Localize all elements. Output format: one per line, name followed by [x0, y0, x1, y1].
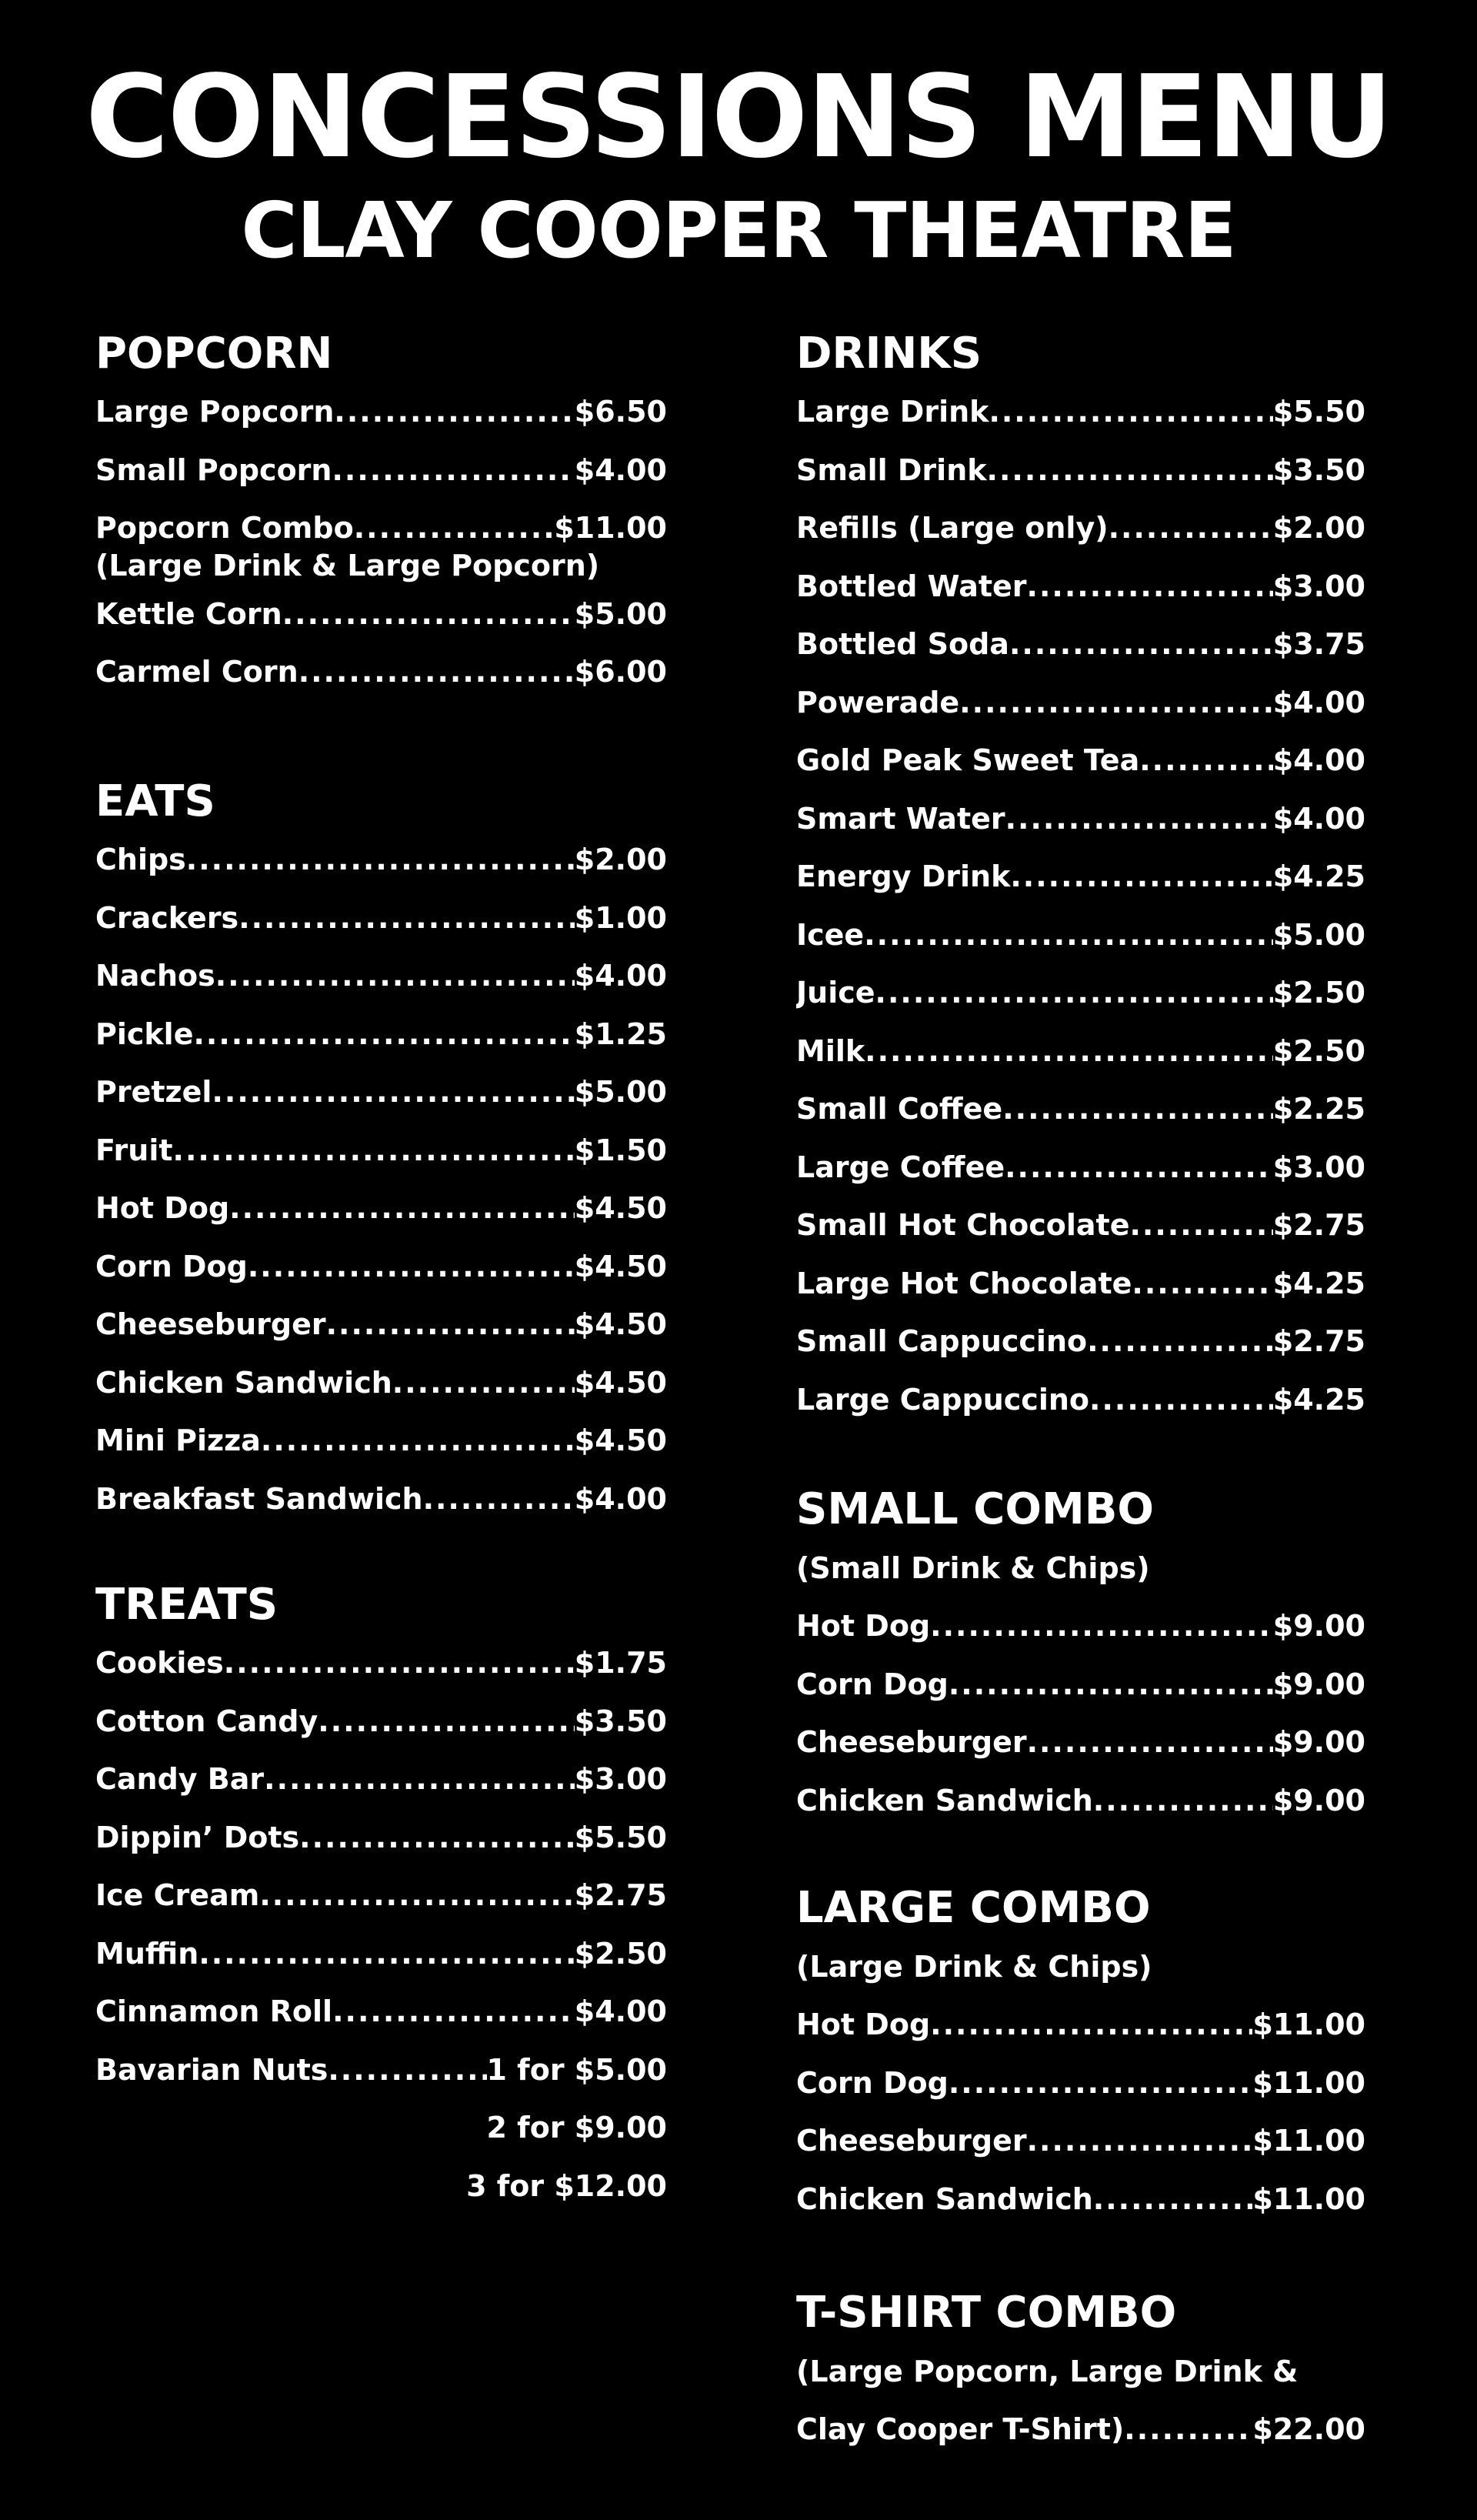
- leader-dots: [864, 906, 1273, 965]
- item-name: Hot Dog: [95, 1191, 230, 1225]
- item-price: $4.25: [1272, 1382, 1365, 1417]
- section-title: DRINKS: [796, 329, 982, 379]
- leader-dots: [987, 442, 1273, 500]
- item-price: $3.00: [574, 1762, 667, 1796]
- tshirt-combo-section: [796, 2284, 1365, 2459]
- leader-dots: [1129, 1197, 1272, 1255]
- section-title: EATS: [95, 776, 215, 826]
- item-name: Large Cappuccino: [796, 1382, 1090, 1417]
- leader-dots: [959, 674, 1273, 733]
- item-price: $4.00: [1272, 685, 1365, 719]
- item-price: $4.00: [1272, 801, 1365, 836]
- item-name: Muffin: [95, 1936, 199, 1971]
- item-price: $3.50: [1272, 452, 1365, 487]
- menu-item: [95, 1867, 667, 1925]
- leader-dots: [1124, 2401, 1252, 2459]
- item-name: Pretzel: [95, 1075, 212, 1109]
- menu-item: [95, 1354, 667, 1413]
- item-name: Clay Cooper T-Shirt): [796, 2412, 1125, 2446]
- item-name: Bottled Soda: [796, 627, 1009, 661]
- menu-item: [95, 586, 667, 644]
- item-price: $4.00: [574, 452, 667, 487]
- menu-item: [95, 1006, 667, 1064]
- menu-item: [796, 1255, 1365, 1313]
- leader-dots: [875, 964, 1273, 1023]
- item-price: $4.00: [1272, 743, 1365, 777]
- item-price: $5.00: [574, 596, 667, 631]
- menu-item: [796, 383, 1365, 442]
- item-price: $5.50: [1272, 395, 1365, 429]
- leader-dots: [1027, 2112, 1253, 2171]
- menu-item: [796, 2054, 1365, 2113]
- item-name: Small Popcorn: [95, 452, 332, 487]
- menu-item: [796, 964, 1365, 1023]
- item-name: Pickle: [95, 1016, 194, 1051]
- item-price: $2.00: [1272, 511, 1365, 545]
- bavarian-nuts-price-tier: 2 for $9.00: [486, 2111, 667, 2145]
- menu-item: [95, 1122, 667, 1180]
- menu-item: [95, 1470, 667, 1529]
- leader-dots: [193, 1006, 574, 1064]
- item-price: $2.75: [1272, 1208, 1365, 1242]
- menu-item: [95, 1296, 667, 1354]
- menu-item: [796, 499, 1365, 558]
- leader-dots: [326, 1296, 575, 1354]
- item-price: $5.50: [574, 1820, 667, 1854]
- item-price: $3.00: [1272, 1150, 1365, 1184]
- menu-item: [796, 2112, 1365, 2171]
- leader-dots: [1087, 1313, 1273, 1371]
- menu-item: [95, 643, 667, 702]
- leader-dots: [299, 1809, 575, 1867]
- leader-dots: [332, 1983, 575, 2041]
- menu-item: [796, 848, 1365, 906]
- item-name: Small Hot Chocolate: [796, 1208, 1130, 1242]
- item-name: Kettle Corn: [95, 596, 282, 631]
- item-price: $9.00: [1272, 1609, 1365, 1643]
- section-title: T-SHIRT COMBO: [796, 2288, 1177, 2338]
- item-name: Cookies: [95, 1646, 224, 1680]
- item-price: $9.00: [1272, 1725, 1365, 1759]
- item-price: $11.00: [1252, 2181, 1365, 2216]
- menu-item: [95, 442, 667, 500]
- leader-dots: [1139, 732, 1273, 790]
- item-price: $4.50: [574, 1191, 667, 1225]
- menu-item: [796, 674, 1365, 733]
- leader-dots: [298, 643, 575, 702]
- item-price: $4.00: [574, 1481, 667, 1516]
- item-name: Energy Drink: [796, 859, 1011, 893]
- leader-dots: [229, 1180, 575, 1238]
- item-name: Gold Peak Sweet Tea: [796, 743, 1140, 777]
- section-title: LARGE COMBO: [796, 1883, 1151, 1933]
- leader-dots: [248, 1238, 575, 1297]
- menu-item: [95, 1634, 667, 1693]
- leader-dots: [318, 1693, 575, 1751]
- item-price: $4.00: [574, 1994, 667, 2028]
- menu-item: [95, 1925, 667, 1984]
- leader-dots: [259, 1867, 574, 1925]
- leader-dots: [930, 1597, 1273, 1656]
- item-name: Popcorn Combo: [95, 511, 354, 545]
- item-price: $5.00: [574, 1075, 667, 1109]
- menu-item: [796, 906, 1365, 965]
- menu-item: [95, 383, 667, 442]
- item-name: Small Coffee: [796, 1092, 1003, 1126]
- leader-dots: [334, 383, 574, 442]
- menu-item: [95, 1412, 667, 1470]
- menu-item: [95, 1180, 667, 1238]
- leader-dots: [238, 890, 575, 948]
- item-name: Chips: [95, 843, 186, 876]
- menu-item: [796, 1996, 1365, 2054]
- theatre-name: CLAY COOPER THEATRE: [241, 185, 1236, 275]
- item-price: $6.00: [574, 655, 667, 689]
- eats-section: [95, 773, 667, 1528]
- section-title: SMALL COMBO: [796, 1484, 1154, 1534]
- leader-dots: [212, 1063, 574, 1122]
- leader-dots: [1109, 499, 1273, 558]
- leader-dots: [198, 1925, 574, 1984]
- leader-dots: [1005, 790, 1273, 849]
- item-name: Carmel Corn: [95, 655, 298, 689]
- drinks-section: [796, 325, 1365, 1429]
- item-price: $1.75: [574, 1646, 667, 1680]
- item-price: $3.75: [1272, 627, 1365, 661]
- popcorn-section: [95, 325, 667, 702]
- bavarian-nuts-price-tier: 3 for $12.00: [466, 2168, 667, 2203]
- menu-item: [796, 2401, 1365, 2459]
- item-price: $1.25: [574, 1016, 667, 1051]
- item-price: $4.25: [1272, 859, 1365, 893]
- item-name: Breakfast Sandwich: [95, 1481, 423, 1516]
- item-name: Small Drink: [796, 452, 987, 487]
- menu-item: [796, 1023, 1365, 1081]
- menu-item: [796, 1080, 1365, 1139]
- item-price: $4.50: [574, 1424, 667, 1457]
- leader-dots: [1089, 1371, 1273, 1430]
- menu-item: [95, 1238, 667, 1297]
- item-name: Corn Dog: [95, 1249, 248, 1283]
- item-name: Large Hot Chocolate: [796, 1266, 1132, 1300]
- item-price: $2.50: [1272, 1033, 1365, 1068]
- menu-item: [796, 616, 1365, 674]
- item-name: Icee: [796, 917, 865, 952]
- leader-dots: [1009, 616, 1273, 674]
- item-name: Chicken Sandwich: [796, 1783, 1093, 1817]
- item-name: Cotton Candy: [95, 1704, 318, 1738]
- item-name: Crackers: [95, 900, 239, 935]
- leader-dots: [328, 2041, 486, 2100]
- menu-item: [796, 1371, 1365, 1430]
- item-name: Hot Dog: [796, 1609, 931, 1643]
- item-price: $4.25: [1272, 1266, 1365, 1300]
- menu-item: [796, 1714, 1365, 1772]
- leader-dots: [1093, 2171, 1253, 2229]
- item-price: $4.50: [574, 1249, 667, 1283]
- menu-title: CONCESSIONS MENU: [85, 51, 1392, 183]
- item-price: $11.00: [1252, 2124, 1365, 2158]
- item-price: $2.25: [1272, 1092, 1365, 1126]
- menu-item: [796, 790, 1365, 849]
- item-price: $22.00: [1252, 2412, 1365, 2446]
- menu-item: [796, 558, 1365, 616]
- item-name: Large Coffee: [796, 1150, 1005, 1184]
- item-price: $4.50: [574, 1365, 667, 1400]
- leader-dots: [989, 383, 1272, 442]
- menu-item: [796, 442, 1365, 500]
- menu-item: [95, 2041, 667, 2100]
- item-name: Candy Bar: [95, 1762, 265, 1796]
- item-name: Dippin’ Dots: [95, 1820, 300, 1854]
- item-price: $1.00: [574, 900, 667, 935]
- combo-description: (Large Popcorn, Large Drink &: [796, 2355, 1299, 2388]
- item-price: $11.00: [554, 511, 667, 545]
- item-name: Large Popcorn: [95, 395, 335, 429]
- item-name: Hot Dog: [796, 2008, 931, 2041]
- section-subtitle: (Large Drink & Chips): [796, 1950, 1152, 1984]
- item-price: 1 for $5.00: [486, 2052, 667, 2087]
- item-name: Refills (Large only): [796, 511, 1109, 545]
- item-name: Small Cappuccino: [796, 1324, 1088, 1358]
- combo-note: (Large Drink & Large Popcorn): [95, 548, 600, 582]
- section-subtitle: (Small Drink & Chips): [796, 1551, 1150, 1585]
- leader-dots: [264, 1751, 575, 1809]
- item-price: $9.00: [1272, 1783, 1365, 1817]
- item-name: Cinnamon Roll: [95, 1994, 333, 2028]
- leader-dots: [949, 1656, 1273, 1714]
- leader-dots: [930, 1996, 1252, 2054]
- leader-dots: [423, 1470, 575, 1529]
- item-price: $2.75: [1272, 1324, 1365, 1358]
- item-price: $2.50: [1272, 976, 1365, 1010]
- leader-dots: [332, 442, 574, 500]
- leader-dots: [1027, 1714, 1273, 1772]
- item-name: Cheeseburger: [796, 2124, 1027, 2158]
- section-title: TREATS: [95, 1580, 278, 1630]
- item-name: Ice Cream: [95, 1878, 260, 1912]
- section-title: POPCORN: [95, 329, 333, 379]
- menu-item: [796, 1197, 1365, 1255]
- large-combo-section: [796, 1879, 1365, 2228]
- item-name: Fruit: [95, 1133, 173, 1167]
- item-name: Chicken Sandwich: [95, 1365, 392, 1400]
- item-name: Corn Dog: [796, 1667, 949, 1701]
- menu-item: [95, 1751, 667, 1809]
- menu-item: [796, 1597, 1365, 1656]
- leader-dots: [1093, 1772, 1273, 1831]
- menu-item: [796, 732, 1365, 790]
- menu-item: [95, 1809, 667, 1867]
- item-name: Smart Water: [796, 801, 1005, 836]
- leader-dots: [224, 1634, 575, 1693]
- item-price: $4.50: [574, 1307, 667, 1341]
- treats-section: [95, 1576, 667, 2215]
- item-name: Cheeseburger: [95, 1307, 326, 1341]
- menu-item: [796, 1772, 1365, 1831]
- item-price: $2.50: [574, 1936, 667, 1971]
- item-name: Chicken Sandwich: [796, 2181, 1093, 2216]
- item-name: Juice: [796, 976, 875, 1010]
- leader-dots: [261, 1412, 575, 1470]
- item-name: Nachos: [95, 959, 215, 993]
- small-combo-section: [796, 1480, 1365, 1830]
- leader-dots: [392, 1354, 575, 1413]
- leader-dots: [1132, 1255, 1272, 1313]
- menu-item: [796, 1313, 1365, 1371]
- item-price: $2.75: [574, 1878, 667, 1912]
- item-name: Corn Dog: [796, 2065, 949, 2100]
- item-name: Cheeseburger: [796, 1725, 1027, 1759]
- leader-dots: [865, 1023, 1273, 1081]
- item-name: Milk: [796, 1033, 865, 1068]
- leader-dots: [173, 1122, 575, 1180]
- item-name: Bottled Water: [796, 569, 1027, 603]
- item-price: $4.00: [574, 959, 667, 993]
- leader-dots: [282, 586, 575, 644]
- menu-item: [796, 1656, 1365, 1714]
- item-price: $2.00: [574, 843, 667, 876]
- item-price: $6.50: [574, 395, 667, 429]
- leader-dots: [186, 831, 575, 890]
- menu-item: [95, 890, 667, 948]
- menu-item: [95, 1063, 667, 1122]
- item-name: Mini Pizza: [95, 1424, 261, 1457]
- item-name: Bavarian Nuts: [95, 2052, 328, 2087]
- menu-item: [95, 1693, 667, 1751]
- item-price: $3.00: [1272, 569, 1365, 603]
- item-name: Powerade: [796, 685, 960, 719]
- item-price: $5.00: [1272, 917, 1365, 952]
- menu-item: [95, 947, 667, 1006]
- item-price: $11.00: [1252, 2008, 1365, 2041]
- item-price: $3.50: [574, 1704, 667, 1738]
- leader-dots: [215, 947, 575, 1006]
- menu-item: [95, 831, 667, 890]
- leader-dots: [1027, 558, 1273, 616]
- leader-dots: [1010, 848, 1272, 906]
- menu-item: [95, 1983, 667, 2041]
- item-price: $11.00: [1252, 2065, 1365, 2100]
- item-price: $9.00: [1272, 1667, 1365, 1701]
- leader-dots: [1005, 1139, 1273, 1197]
- menu-item: [796, 1139, 1365, 1197]
- item-name: Large Drink: [796, 395, 989, 429]
- leader-dots: [949, 2054, 1252, 2113]
- item-price: $1.50: [574, 1133, 667, 1167]
- leader-dots: [1002, 1080, 1273, 1139]
- menu-item: [796, 2171, 1365, 2229]
